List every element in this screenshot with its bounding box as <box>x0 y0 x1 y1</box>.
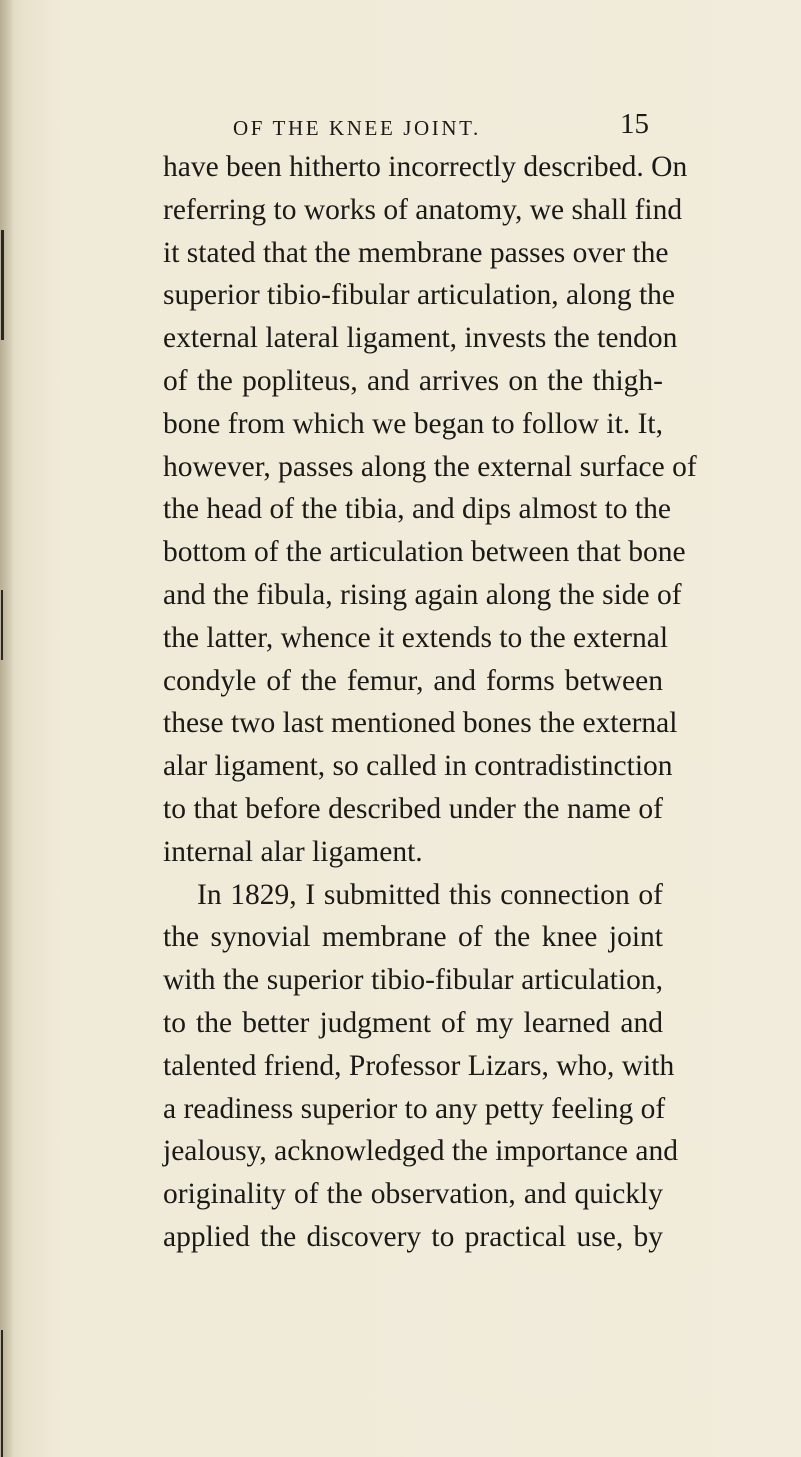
body-text <box>163 146 697 1259</box>
text-line: condyle of the femur, and forms between <box>163 664 663 697</box>
page-edge-mark <box>1 590 3 660</box>
running-title: OF THE KNEE JOINT. <box>233 116 481 140</box>
text-line: external lateral ligament, invests the tendon <box>163 322 678 355</box>
text-line: the synovial membrane of the knee joint <box>163 921 663 954</box>
text-line: these two last mentioned bones the external <box>163 707 678 740</box>
page-edge-mark <box>1 1330 3 1457</box>
text-line: have been hitherto incorrectly described. On <box>163 151 688 183</box>
text-line: a readiness superior to any petty feeling of <box>163 1092 666 1125</box>
paragraph-end-line: internal alar ligament. <box>163 835 423 868</box>
text-line: to the better judgment of my learned and <box>163 1006 663 1039</box>
page-gutter-shadow <box>0 0 14 1457</box>
text-line: the latter, whence it extends to the external <box>163 621 669 654</box>
text-line: talented friend, Professor Lizars, who, with <box>163 1049 675 1082</box>
paragraph-start-line: In 1829, I submitted this connection of <box>197 878 663 911</box>
text-line: alar ligament, so called in contradistinction <box>163 750 673 783</box>
text-line: superior tibio-fibular articulation, along the <box>163 279 676 312</box>
page-number: 15 <box>620 108 649 140</box>
text-line: originality of the observation, and quickly <box>163 1178 663 1211</box>
text-line: bottom of the articulation between that bone <box>163 536 686 569</box>
text-line: applied the discovery to practical use, by <box>163 1220 663 1253</box>
running-header <box>0 108 801 144</box>
text-line: of the popliteus, and arrives on the thigh- <box>163 364 663 397</box>
text-line: referring to works of anatomy, we shall find <box>163 193 683 226</box>
text-line: jealousy, acknowledged the importance and <box>163 1135 678 1168</box>
text-line: bone from which we began to follow it. It, <box>163 407 663 440</box>
text-line: however, passes along the external surface of <box>163 450 697 483</box>
text-line: it stated that the membrane passes over the <box>163 236 669 269</box>
page-edge-mark <box>1 230 4 340</box>
text-line: with the superior tibio-fibular articulation, <box>163 964 663 997</box>
text-line: the head of the tibia, and dips almost to the <box>163 493 671 526</box>
text-line: and the fibula, rising again along the side of <box>163 578 682 611</box>
text-line: to that before described under the name of <box>163 792 663 825</box>
